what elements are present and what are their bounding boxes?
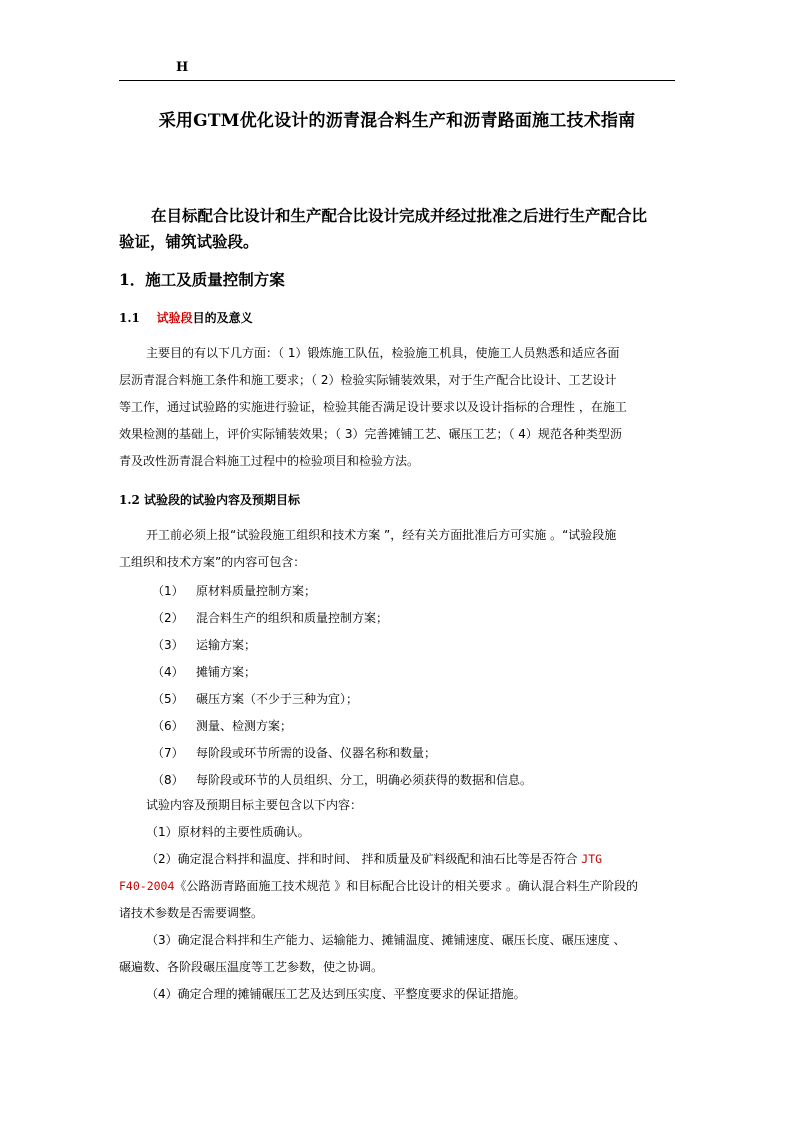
- standard-code-f40: F40-2004: [119, 879, 175, 893]
- plan-list-item: [152, 771, 532, 788]
- section-1-1-heading-rest: 目的及意义: [192, 311, 253, 325]
- plan-list-item: [152, 609, 388, 626]
- goal-3-line-2: 碾遍数、各阶段碾压温度等工艺参数，使之协调。: [119, 960, 384, 974]
- standard-code-jtg: JTG: [581, 852, 603, 866]
- plan-item-text: 运输方案；: [196, 638, 257, 652]
- plan-item-number: （3）: [152, 638, 184, 652]
- section-1-1-paragraph: [119, 340, 679, 475]
- goal-4: （4）确定合理的摊铺碾压工艺及达到压实度、平整度要求的保证措施。: [146, 987, 526, 1001]
- document-title: 采用GTM优化设计的沥青混合料生产和沥青路面施工技术指南: [158, 111, 636, 131]
- plan-item-number: （6）: [152, 719, 184, 733]
- goal-3-line-1: （3）确定混合料拌和生产能力、运输能力、摊铺温度、摊铺速度、碾压长度、碾压速度 、: [146, 933, 626, 947]
- plan-item-text: 每阶段或环节的人员组织、分工，明确必须获得的数据和信息。: [196, 773, 533, 787]
- paragraph-line: 等工作，通过试验路的实施进行验证，检验其能否满足设计要求以及设计指标的合理性 ，在施工: [119, 400, 627, 414]
- goal-2-line-3: 诸技术参数是否需要调整。: [119, 906, 264, 920]
- goal-2-line-1: [119, 846, 679, 873]
- intro-line-1: 在目标配合比设计和生产配合比设计完成并经过批准之后进行生产配合比: [151, 206, 648, 225]
- plan-list-item: [152, 636, 256, 653]
- goals-section: [119, 792, 679, 1008]
- page-header: [119, 60, 675, 81]
- plan-item-number: （1）: [152, 584, 184, 598]
- plan-item-number: （2）: [152, 611, 184, 625]
- goal-2-line-2: [119, 873, 679, 900]
- goal-1: （1）原材料的主要性质确认。: [146, 825, 310, 839]
- plan-item-text: 每阶段或环节所需的设备、仪器名称和数量；: [196, 746, 437, 760]
- plan-list-item: [152, 690, 358, 707]
- plan-list-item: [152, 663, 256, 680]
- section-1-heading: 1．施工及质量控制方案: [119, 270, 285, 289]
- plan-item-number: （4）: [152, 665, 184, 679]
- goals-intro: 试验内容及预期目标主要包含以下内容：: [146, 798, 363, 812]
- goal-2-text-a: （2）确定混合料拌和温度、拌和时间、 拌和质量及矿料级配和油石比等是否符合: [146, 852, 582, 866]
- paragraph-line: 工组织和技术方案”的内容可包含：: [119, 555, 306, 569]
- paragraph-line: 开工前必须上报“试验段施工组织和技术方案 ”，经有关方面批准后方可实施 。“试验段施: [146, 528, 617, 542]
- plan-item-number: （7）: [152, 746, 184, 760]
- section-1-1-number: 1.1: [119, 311, 140, 325]
- paragraph-line: 主要目的有以下几方面：（ 1）锻炼施工队伍，检验施工机具，使施工人员熟悉和适应各面: [146, 346, 620, 360]
- plan-item-text: 原材料质量控制方案；: [196, 584, 317, 598]
- paragraph-line: 青及改性沥青混合料施工过程中的检验项目和检验方法。: [119, 454, 420, 468]
- plan-item-number: （5）: [152, 692, 184, 706]
- paragraph-line: 层沥青混合料施工条件和施工要求；（ 2）检验实际铺装效果，对于生产配合比设计、工艺设计: [119, 373, 617, 387]
- section-1-1-heading: [119, 309, 253, 326]
- plan-item-text: 摊铺方案；: [196, 665, 257, 679]
- plan-item-text: 测量、检测方案；: [196, 719, 293, 733]
- paragraph-line: 效果检测的基础上，评价实际铺装效果；（ 3）完善摊铺工艺、碾压工艺；（ 4）规范各种类型沥: [119, 427, 622, 441]
- intro-line-2: 验证，铺筑试验段。: [119, 232, 259, 251]
- plan-item-number: （8）: [152, 773, 184, 787]
- section-1-1-heading-red: 试验段: [156, 311, 193, 325]
- section-1-2-intro: [119, 522, 679, 576]
- plan-list-item: [152, 717, 292, 734]
- goal-2-text-b: 《公路沥青路面施工技术规范 》和目标配合比设计的相关要求 。确认混合料生产阶段的: [174, 879, 639, 893]
- intro-paragraph: [119, 203, 679, 255]
- plan-item-text: 碾压方案（不少于三种为宜）；: [196, 692, 359, 706]
- header-mark: H: [176, 60, 189, 75]
- section-1-2-heading: 1.2 试验段的试验内容及预期目标: [119, 493, 301, 507]
- plan-list-item: [152, 744, 436, 761]
- plan-item-text: 混合料生产的组织和质量控制方案；: [196, 611, 389, 625]
- plan-list-item: [152, 582, 316, 599]
